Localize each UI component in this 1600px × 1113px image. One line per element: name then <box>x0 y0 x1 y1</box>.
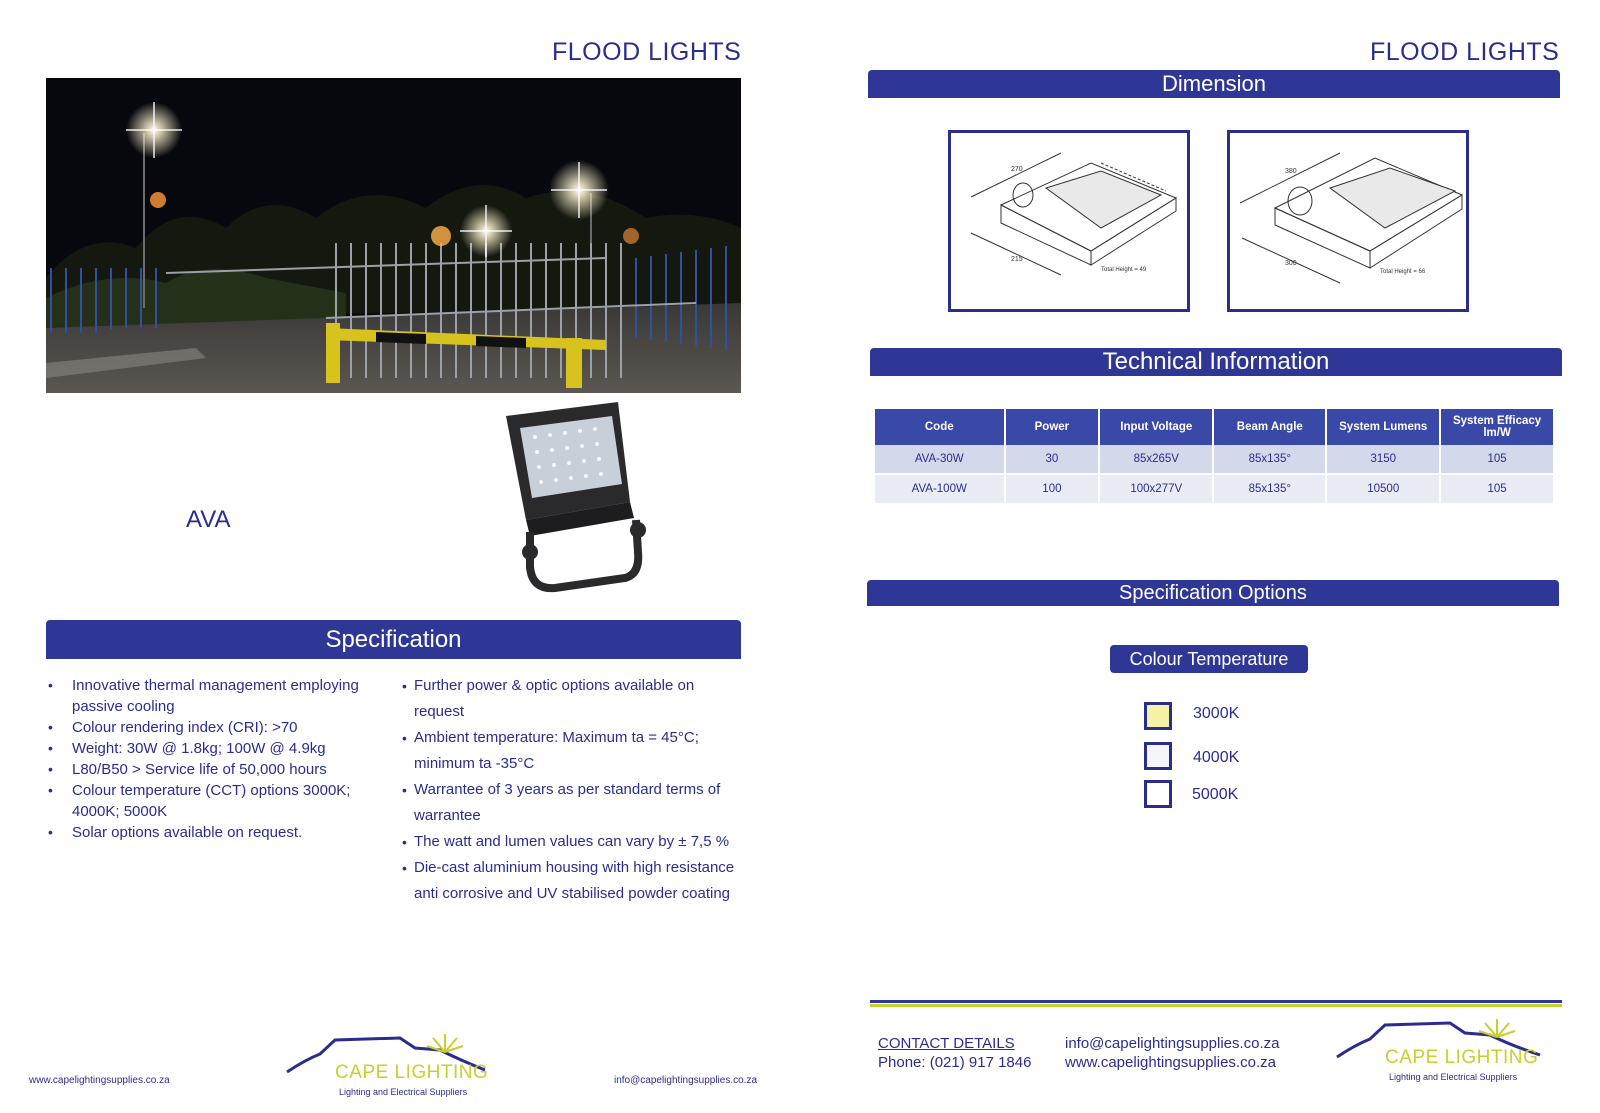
drawing2-dim-b: 300 <box>1285 260 1297 267</box>
technical-table <box>875 409 1555 505</box>
footer-website-link[interactable]: www.capelightingsupplies.co.za <box>29 1075 170 1086</box>
cell-input-voltage: 100x277V <box>1099 474 1213 504</box>
col-header-code: Code <box>875 409 1005 445</box>
cell-system-lumens: 3150 <box>1326 445 1440 474</box>
spec-item: • Innovative thermal management employing passive cooling <box>46 675 376 717</box>
spec-list-left <box>46 675 376 843</box>
contact-details-heading: CONTACT DETAILS <box>878 1035 1015 1052</box>
product-name: AVA <box>186 506 231 533</box>
colour-temperature-heading: Colour Temperature <box>1110 645 1308 673</box>
spec-list-right <box>402 673 747 907</box>
cell-power: 30 <box>1005 445 1100 474</box>
dimension-heading: Dimension <box>868 70 1560 98</box>
left-page-title: FLOOD LIGHTS <box>552 38 742 66</box>
col-header-system-efficacy: System Efficacy lm/W <box>1440 409 1554 445</box>
table-header-row <box>875 409 1554 445</box>
spec-item: • Warrantee of 3 years as per standard terms of warrantee <box>402 777 747 829</box>
footer-divider-lime <box>870 1004 1562 1007</box>
spec-item: • Colour temperature (CCT) options 3000K; 4000K; 5000K <box>46 780 376 822</box>
cape-lighting-logo <box>285 1030 495 1105</box>
cell-code: AVA-100W <box>875 474 1005 504</box>
swatch-4000k <box>1144 742 1172 770</box>
contact-phone: Phone: (021) 917 1846 <box>878 1054 1032 1071</box>
label-5000k: 5000K <box>1192 786 1239 803</box>
spec-item: • Solar options available on request. <box>46 822 376 843</box>
drawing2-dim-a: 380 <box>1285 168 1297 175</box>
cell-system-lumens: 10500 <box>1326 474 1440 504</box>
dimension-drawing-30w <box>948 130 1190 312</box>
logo-name: CAPE LIGHTING <box>1385 1047 1539 1068</box>
logo-name: CAPE LIGHTING <box>335 1062 489 1083</box>
specification-options-heading: Specification Options <box>867 580 1559 606</box>
cell-beam-angle: 85x135° <box>1213 474 1326 504</box>
spec-item: • L80/B50 > Service life of 50,000 hours <box>46 759 376 780</box>
cell-input-voltage: 85x265V <box>1099 445 1213 474</box>
table-row <box>875 474 1554 504</box>
cell-code: AVA-30W <box>875 445 1005 474</box>
col-header-input-voltage: Input Voltage <box>1099 409 1213 445</box>
contact-website-link[interactable]: www.capelightingsupplies.co.za <box>1065 1054 1276 1071</box>
dimension-drawing-100w <box>1227 130 1469 312</box>
cell-power: 100 <box>1005 474 1100 504</box>
col-header-beam-angle: Beam Angle <box>1213 409 1326 445</box>
cape-lighting-logo-right <box>1335 1015 1550 1090</box>
drawing1-dim-b: 215 <box>1011 256 1023 263</box>
spec-item: • The watt and lumen values can vary by ± 7,5 % <box>402 829 747 855</box>
cell-system-efficacy: 105 <box>1440 474 1554 504</box>
spec-item: • Die-cast aluminium housing with high resistance anti corrosive and UV stabilised powder coating <box>402 855 747 907</box>
spec-item: • Colour rendering index (CRI): >70 <box>46 717 376 738</box>
cell-beam-angle: 85x135° <box>1213 445 1326 474</box>
footer-email-link[interactable]: info@capelightingsupplies.co.za <box>614 1075 758 1086</box>
cell-system-efficacy: 105 <box>1440 445 1554 474</box>
spec-item: • Ambient temperature: Maximum ta = 45°C; minimum ta -35°C <box>402 725 747 777</box>
col-header-power: Power <box>1005 409 1100 445</box>
right-page-title: FLOOD LIGHTS <box>1370 38 1560 66</box>
ava-floodlight-product-image <box>500 402 660 602</box>
footer-divider-blue <box>870 1000 1562 1003</box>
drawing2-height-note: Total Height = 66 <box>1380 269 1426 275</box>
drawing1-height-note: Total Height = 49 <box>1101 267 1147 273</box>
table-row <box>875 445 1554 474</box>
swatch-5000k <box>1144 780 1172 808</box>
swatch-3000k <box>1144 702 1172 730</box>
contact-email-link[interactable]: info@capelightingsupplies.co.za <box>1065 1035 1280 1052</box>
technical-information-heading: Technical Information <box>870 348 1562 376</box>
night-scene-photo <box>46 78 741 393</box>
drawing1-dim-a: 270 <box>1011 166 1023 173</box>
spec-item: • Weight: 30W @ 1.8kg; 100W @ 4.9kg <box>46 738 376 759</box>
logo-tagline: Lighting and Electrical Suppliers <box>1389 1072 1518 1082</box>
col-header-system-lumens: System Lumens <box>1326 409 1440 445</box>
label-4000k: 4000K <box>1193 749 1240 766</box>
logo-tagline: Lighting and Electrical Suppliers <box>339 1087 468 1097</box>
specification-heading: Specification <box>46 620 741 659</box>
spec-item: • Further power & optic options available on request <box>402 673 747 725</box>
label-3000k: 3000K <box>1193 705 1240 722</box>
